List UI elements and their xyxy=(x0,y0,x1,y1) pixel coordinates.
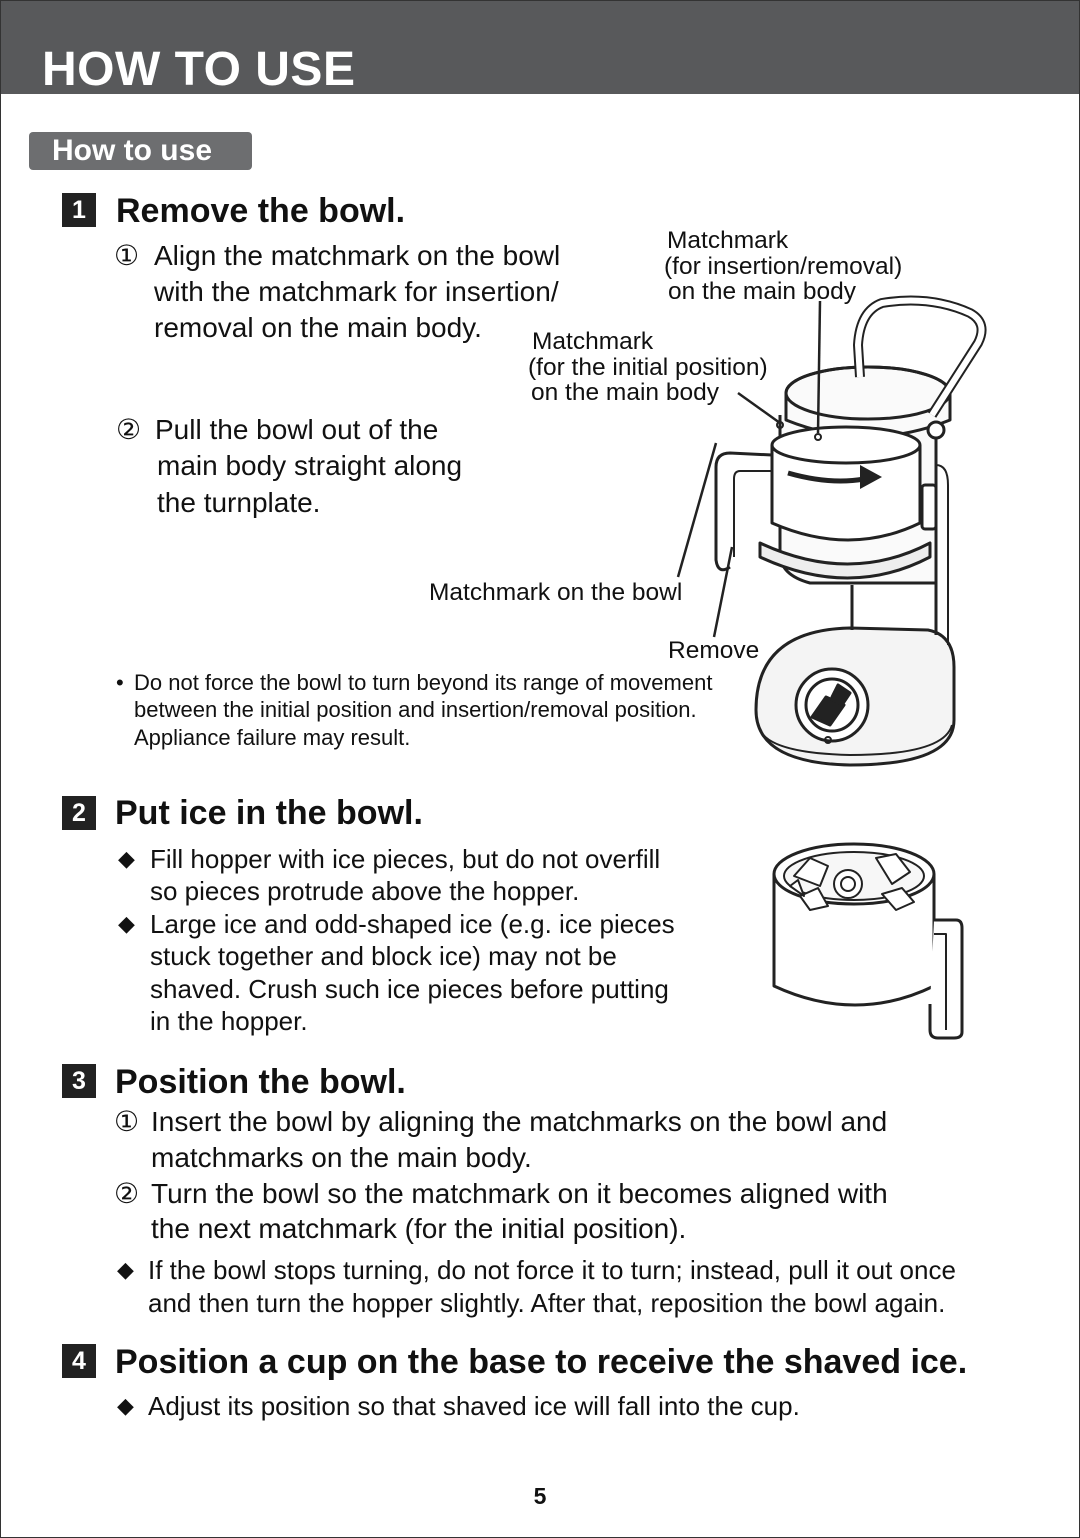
step-2-bullet-2-line-4: in the hopper. xyxy=(150,1006,308,1036)
step-1-item-1-line-2: with the matchmark for insertion/ xyxy=(154,276,559,307)
step-2-bullet-1-marker: ◆ xyxy=(118,846,135,871)
page-title: HOW TO USE xyxy=(42,43,356,96)
label-matchmark-insertion-line-1: Matchmark xyxy=(667,227,789,254)
step-4-number: 4 xyxy=(62,1344,96,1378)
step-4-bullet-1-marker: ◆ xyxy=(117,1393,134,1418)
step-2-bullet-1-line-2: so pieces protrude above the hopper. xyxy=(150,876,580,906)
step-1-note-line-2: between the initial position and insertion/removal position. xyxy=(134,697,697,722)
step-1-note-marker: • xyxy=(116,670,124,695)
ice-bowl-illustration xyxy=(770,836,970,1041)
step-1-item-1-marker: ① xyxy=(114,240,140,271)
step-4-bullet-1-line-1: Adjust its position so that shaved ice will fall into the cup. xyxy=(148,1391,800,1421)
label-matchmark-insertion-line-2: (for insertion/removal) xyxy=(664,253,903,280)
label-matchmark-initial-line-1: Matchmark xyxy=(532,328,654,355)
label-matchmark-initial-line-3: on the main body xyxy=(531,379,719,406)
step-1-item-2-line-3: the turnplate. xyxy=(157,487,321,518)
page-number: 5 xyxy=(533,1483,547,1509)
label-matchmark-insertion-line-3: on the main body xyxy=(668,278,856,305)
step-3-bullet-1-line-1: If the bowl stops turning, do not force it to turn; instead, pull it out once xyxy=(148,1255,956,1285)
step-1-note-line-1: Do not force the bowl to turn beyond its range of movement xyxy=(134,670,713,695)
step-3-item-2-marker: ② xyxy=(114,1178,140,1209)
step-1-item-2-line-2: main body straight along xyxy=(157,450,463,481)
step-3-item-1-marker: ① xyxy=(114,1106,140,1137)
step-3-bullet-1-line-2: and then turn the hopper slightly. After that, reposition the bowl again. xyxy=(148,1288,946,1318)
step-3-number: 3 xyxy=(62,1064,96,1098)
step-3-title: Position the bowl. xyxy=(115,1063,406,1101)
label-matchmark-initial-line-2: (for the initial position) xyxy=(528,354,768,381)
step-1-item-1-line-3: removal on the main body. xyxy=(154,312,482,343)
step-1-item-2-marker: ② xyxy=(116,414,142,445)
section-label: How to use xyxy=(52,134,213,167)
step-2-bullet-2-line-3: shaved. Crush such ice pieces before putting xyxy=(150,974,669,1004)
step-3-item-1-line-2: matchmarks on the main body. xyxy=(151,1142,532,1173)
step-2-number: 2 xyxy=(62,796,96,830)
step-3-item-1-line-1: Insert the bowl by aligning the matchmarks on the bowl and xyxy=(151,1106,888,1137)
step-1-item-1-line-1: Align the matchmark on the bowl xyxy=(154,240,561,271)
step-1-note-line-3: Appliance failure may result. xyxy=(134,725,411,750)
step-1-number: 1 xyxy=(62,193,96,227)
step-1-title: Remove the bowl. xyxy=(116,192,406,230)
step-2-bullet-2-line-1: Large ice and odd-shaped ice (e.g. ice pieces xyxy=(150,909,675,939)
step-3-bullet-1-marker: ◆ xyxy=(117,1257,134,1282)
label-matchmark-bowl: Matchmark on the bowl xyxy=(429,579,683,606)
step-4-title: Position a cup on the base to receive the shaved ice. xyxy=(115,1343,968,1381)
label-remove: Remove xyxy=(668,637,760,664)
step-3-item-2-line-1: Turn the bowl so the matchmark on it becomes aligned with xyxy=(151,1178,888,1209)
step-3-item-2-line-2: the next matchmark (for the initial position). xyxy=(151,1213,687,1244)
step-2-bullet-1-line-1: Fill hopper with ice pieces, but do not overfill xyxy=(150,844,661,874)
step-2-bullet-2-line-2: stuck together and block ice) may not be xyxy=(150,941,617,971)
step-1-item-2-line-1: Pull the bowl out of the xyxy=(155,414,439,445)
step-2-bullet-2-marker: ◆ xyxy=(118,911,135,936)
step-2-title: Put ice in the bowl. xyxy=(115,794,423,832)
